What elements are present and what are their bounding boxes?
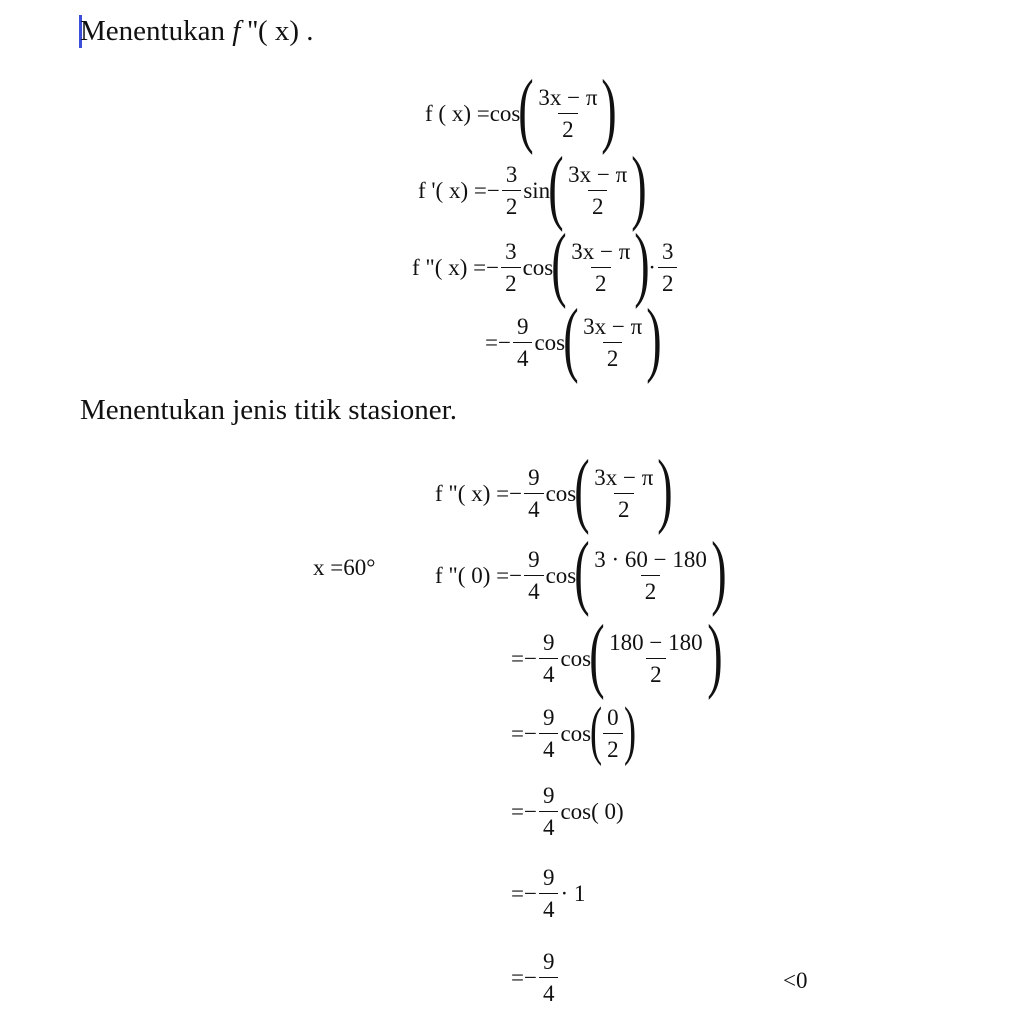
eq-f: f ( x) =cos ( $\frac{3x - \pi}{2}$ ): [425, 63, 618, 156]
multiplier: $\frac{3}{2}$: [658, 240, 678, 296]
eq2-line-1: f "( x) =− $\frac{9}{4}$ cos ( $\frac{3x - \pi}{2}$ ): [435, 443, 674, 536]
coefficient: $\frac{9}{4}$: [539, 706, 559, 762]
coefficient: $\frac{9}{4}$: [524, 548, 544, 604]
coefficient: $\frac{9}{4}$: [539, 631, 559, 687]
heading-second-derivative: Menentukan f ''( x) .: [80, 15, 314, 47]
coefficient: $\frac{9}{4}$: [539, 866, 559, 922]
coefficient: $\frac{3}{2}$: [501, 240, 521, 296]
coefficient: $\frac{9}{4}$: [539, 784, 559, 840]
eq2-line-5: =− $\frac{9}{4}$ cos( 0): [511, 783, 624, 841]
eq2-line-7: =− $\frac{9}{4}$: [511, 950, 560, 1006]
result-less-than-zero: <0: [783, 968, 808, 993]
x-value-label: x =60°: [313, 555, 376, 580]
fraction: $\frac{3 \cdot 60 - 180}{2}$: [594, 546, 707, 604]
coefficient: $\frac{9}{4}$: [513, 315, 533, 371]
fraction: $\frac{3x - \pi}{2}$: [568, 161, 628, 219]
eq2-line-4: =− $\frac{9}{4}$ cos ( $\frac{0}{2}$ ): [511, 694, 636, 767]
coefficient: $\frac{9}{4}$: [539, 950, 559, 1006]
fraction: $\frac{3x - \pi}{2}$: [583, 313, 643, 371]
eq2-line-6: =− $\frac{9}{4}$ · 1: [511, 865, 586, 923]
eq-simplified: =− $\frac{9}{4}$ cos ( $\frac{3x - \pi}{2}$ ): [485, 292, 662, 385]
fraction: $\frac{3x - \pi}{2}$: [571, 238, 631, 296]
heading-fn: f: [232, 15, 241, 47]
heading-stationary-type: Menentukan jenis titik stasioner.: [80, 394, 457, 426]
fraction: $\frac{3x - \pi}{2}$: [594, 464, 654, 522]
eq-f-double-prime: f "( x) =− $\frac{3}{2}$ cos ( $\frac{3x - \pi}{2}$ ) · $\frac{3}{2}$: [412, 226, 679, 310]
coefficient: $\frac{3}{2}$: [502, 163, 522, 219]
fraction: $\frac{3x - \pi}{2}$: [538, 84, 598, 142]
coefficient: $\frac{9}{4}$: [524, 466, 544, 522]
fraction: $\frac{180 - 180}{2}$: [609, 629, 703, 687]
eq-f-prime: f '( x) =− $\frac{3}{2}$ sin ( $\frac{3x - \pi}{2}$ ): [418, 140, 647, 233]
fraction: $\frac{0}{2}$: [603, 706, 623, 762]
eq2-line-2: f "( 0) =− $\frac{9}{4}$ cos ( $\frac{3 \cdot 60 - 180}{2}$ ): [435, 525, 727, 618]
heading-suffix: ''( x) .: [240, 15, 314, 47]
eq2-line-3: =− $\frac{9}{4}$ cos ( $\frac{180 - 180}{2}$ ): [511, 608, 723, 701]
